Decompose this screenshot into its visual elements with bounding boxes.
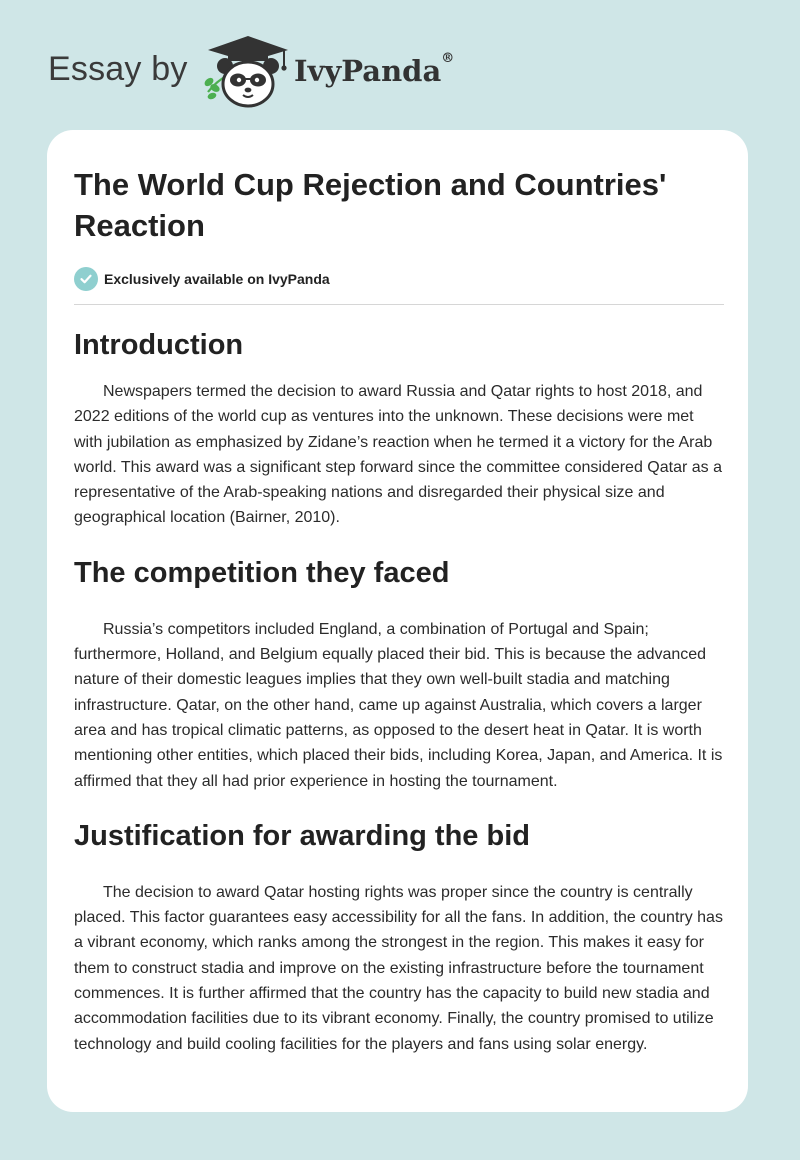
- section-heading-competition: The competition they faced: [74, 556, 450, 589]
- site-header: [48, 32, 548, 112]
- section-heading-introduction: Introduction: [74, 329, 244, 361]
- divider: [74, 304, 724, 305]
- brand-label: IvyPanda: [294, 54, 442, 88]
- section-paragraph-introduction: Newspapers termed the decision to award Russia and Qatar rights to host 2018, and 2022 editions of the world cup as ventures into the unknown. These decisions were met with jubilation as emphasized by Zidane’s reaction when he termed it a victory for the Arab world. This award was a significant step forward since the committee considered Qatar as a representative of the Arab-speaking nations and disregarded their physical size and geographical location (Bairner, 2010).: [74, 383, 722, 527]
- section-paragraph-justification: The decision to award Qatar hosting rights was proper since the country is centrally placed. This factor guarantees easy accessibility for all the fans. In addition, the country has a vibrant economy, which ranks among the strongest in the region. This makes it easy for them to construct stadia and improve on the existing infrastructure before the tournament commences. It is further affirmed that the country has the capacity to build new stadia and accommodation facilities due to its vibrant economy. Finally, the country promised to utilize technology and build cooling facilities for the players and fans using solar energy.: [74, 883, 723, 1053]
- check-icon: [74, 267, 98, 291]
- section-paragraph-competition: Russia’s competitors included England, a combination of Portugal and Spain; furthermore, Holland, and Belgium equally placed their bid. This is because the advanced nature of their domestic leagues implies that they own well-built stadia and matching infrastructure. Qatar, on the other hand, came up against Australia, which covers a larger area and has tropical climatic patterns, as opposed to the desert heat in Qatar. It is worth mentioning other entities, which placed their bids, including Korea, Japan, and America. It is affirmed that they all had prior experience in hosting the tournament.: [74, 620, 723, 790]
- essay-by-text: Essay by: [48, 50, 188, 88]
- registered-mark: ®: [441, 51, 455, 67]
- exclusive-label: Exclusively available on IvyPanda: [104, 271, 330, 287]
- brand-name[interactable]: [294, 51, 455, 88]
- panda-logo-icon[interactable]: [200, 32, 290, 110]
- essay-card: [47, 130, 748, 1112]
- essay-content: [74, 164, 724, 1057]
- section-heading-justification: Justification for awarding the bid: [74, 819, 530, 852]
- exclusive-badge: [74, 266, 724, 292]
- essay-title: The World Cup Rejection and Countries' Reaction: [74, 167, 667, 243]
